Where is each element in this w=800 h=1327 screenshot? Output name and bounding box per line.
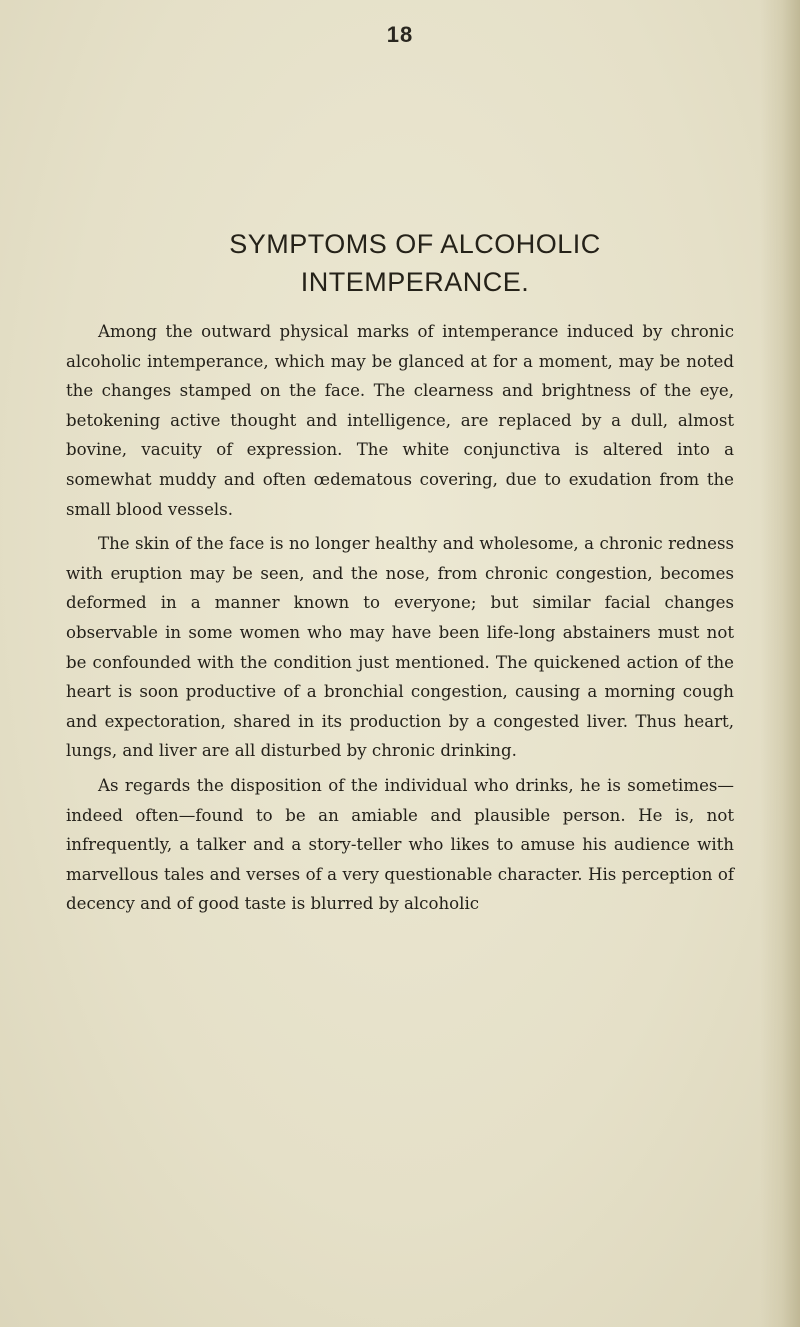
page-number: 18	[386, 22, 414, 47]
page-edge-shadow	[760, 0, 800, 1327]
paragraph-2: The skin of the face is no longer healthy and wholesome, a chronic redness with eruption may be seen, and the nose, from chronic congestion, becomes deformed in a manner known to everyone; but similar facial changes observable in some women who may have been life-long abstainers must not be confounded with the condition just mentioned. The quickened action of the heart is soon productive of a bronchial congestion, causing a morning cough and expectoration, shared in its production by a congested liver. Thus heart, lungs, and liver are all disturbed by chronic drinking.	[66, 534, 734, 761]
chapter-title-line-1: SYMPTOMS OF ALCOHOLIC	[229, 229, 601, 259]
body-text	[66, 317, 734, 924]
paragraph-1: Among the outward physical marks of intemperance induced by chronic alcoholic intemperance, which may be glanced at for a moment, may be noted the changes stamped on the face. The clearness and brightness of the eye, betokening active thought and intelligence, are replaced by a dull, almost bovine, vacuity of expression. The white conjunctiva is altered into a somewhat muddy and often œdematous covering, due to exudation from the small blood vessels.	[66, 322, 734, 519]
chapter-title	[70, 225, 760, 301]
paragraph-3: As regards the disposition of the individual who drinks, he is sometimes—indeed often—found to be an amiable and plausible person. He is, not infrequently, a talker and a story-teller who likes to amuse his audience with marvellous tales and verses of a very questionable character. His perception of decency and of good taste is blurred by alcoholic	[66, 775, 734, 914]
chapter-title-line-2: INTEMPERANCE.	[300, 267, 530, 297]
